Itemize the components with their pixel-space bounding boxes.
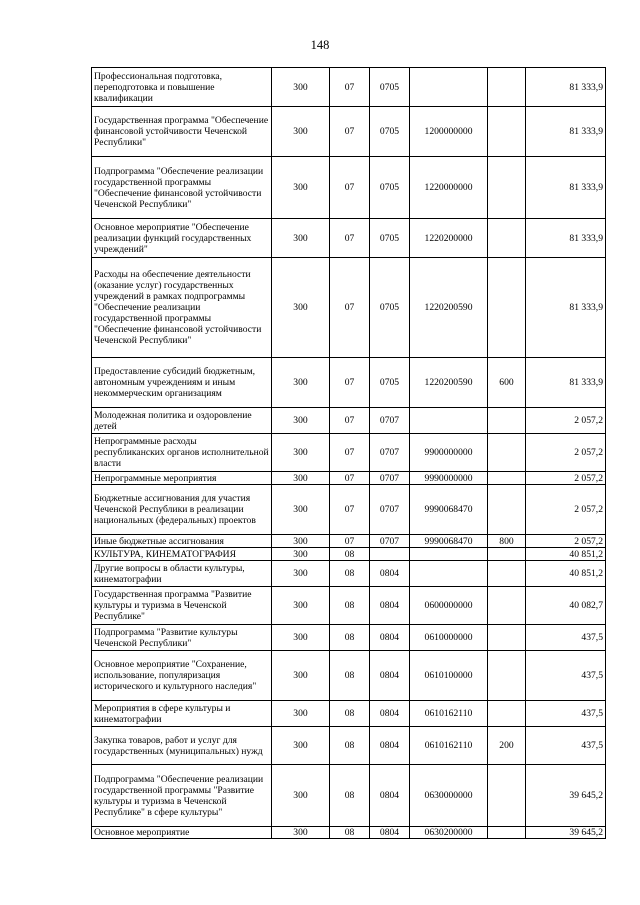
expense-type-cell [488, 219, 526, 258]
subsection-cell: 0707 [370, 472, 410, 485]
target-article-cell: 9900000000 [410, 434, 488, 472]
subsection-cell: 0705 [370, 157, 410, 219]
table-row [92, 548, 606, 561]
page-number: 148 [310, 38, 330, 52]
budget-table [91, 67, 606, 839]
target-article-cell: 1220200590 [410, 358, 488, 408]
target-article-cell: 0610162110 [410, 727, 488, 765]
ministry-code-cell: 300 [272, 408, 330, 434]
ministry-code-cell: 300 [272, 827, 330, 839]
amount-cell: 81 333,9 [526, 68, 606, 107]
amount-cell: 81 333,9 [526, 157, 606, 219]
section-cell: 08 [330, 827, 370, 839]
section-cell: 08 [330, 548, 370, 561]
ministry-code-cell: 300 [272, 107, 330, 157]
subsection-cell: 0707 [370, 434, 410, 472]
row-name-cell: Подпрограмма "Развитие культуры Чеченской Республики" [92, 625, 272, 651]
ministry-code-cell: 300 [272, 219, 330, 258]
section-cell: 07 [330, 219, 370, 258]
row-name-cell: Государственная программа "Обеспечение финансовой устойчивости Чеченской Республики" [92, 107, 272, 157]
ministry-code-cell: 300 [272, 472, 330, 485]
expense-type-cell [488, 258, 526, 358]
expense-type-cell [488, 107, 526, 157]
amount-cell: 81 333,9 [526, 358, 606, 408]
table-row [92, 157, 606, 219]
expense-type-cell [488, 68, 526, 107]
section-cell: 08 [330, 765, 370, 827]
table-row [92, 701, 606, 727]
subsection-cell: 0707 [370, 408, 410, 434]
subsection-cell: 0804 [370, 701, 410, 727]
amount-cell: 437,5 [526, 651, 606, 701]
expense-type-cell [488, 701, 526, 727]
section-cell: 07 [330, 434, 370, 472]
expense-type-cell [488, 408, 526, 434]
target-article-cell: 1200000000 [410, 107, 488, 157]
section-cell: 07 [330, 68, 370, 107]
subsection-cell [370, 548, 410, 561]
amount-cell: 39 645,2 [526, 765, 606, 827]
amount-cell: 437,5 [526, 625, 606, 651]
target-article-cell: 0610100000 [410, 651, 488, 701]
amount-cell: 81 333,9 [526, 219, 606, 258]
subsection-cell: 0705 [370, 358, 410, 408]
ministry-code-cell: 300 [272, 548, 330, 561]
target-article-cell: 0630000000 [410, 765, 488, 827]
target-article-cell: 9990068470 [410, 485, 488, 535]
table-row [92, 827, 606, 839]
budget-table-body [92, 68, 606, 839]
target-article-cell: 9990068470 [410, 535, 488, 548]
row-name-cell: Бюджетные ассигнования для участия Чеченской Республики в реализации национальных (федеральных) проектов [92, 485, 272, 535]
section-cell: 07 [330, 408, 370, 434]
subsection-cell: 0804 [370, 561, 410, 587]
amount-cell: 81 333,9 [526, 107, 606, 157]
ministry-code-cell: 300 [272, 434, 330, 472]
target-article-cell: 0610162110 [410, 701, 488, 727]
table-row [92, 434, 606, 472]
ministry-code-cell: 300 [272, 68, 330, 107]
subsection-cell: 0707 [370, 535, 410, 548]
expense-type-cell [488, 561, 526, 587]
table-row [92, 535, 606, 548]
table-row [92, 561, 606, 587]
table-row [92, 258, 606, 358]
expense-type-cell [488, 827, 526, 839]
expense-type-cell [488, 485, 526, 535]
row-name-cell: Подпрограмма "Обеспечение реализации государственной программы "Развитие культуры и туризма в Чеченской Республике" в сфере культуры" [92, 765, 272, 827]
ministry-code-cell: 300 [272, 157, 330, 219]
table-row [92, 765, 606, 827]
table-row [92, 358, 606, 408]
amount-cell: 81 333,9 [526, 258, 606, 358]
expense-type-cell [488, 548, 526, 561]
subsection-cell: 0804 [370, 651, 410, 701]
row-name-cell: Непрограммные расходы республиканских органов исполнительной власти [92, 434, 272, 472]
section-cell: 08 [330, 587, 370, 625]
expense-type-cell: 600 [488, 358, 526, 408]
ministry-code-cell: 300 [272, 765, 330, 827]
row-name-cell: Предоставление субсидий бюджетным, автономным учреждениям и иным некоммерческим организациям [92, 358, 272, 408]
ministry-code-cell: 300 [272, 587, 330, 625]
subsection-cell: 0804 [370, 625, 410, 651]
row-name-cell: КУЛЬТУРА, КИНЕМАТОГРАФИЯ [92, 548, 272, 561]
table-row [92, 587, 606, 625]
table-row [92, 651, 606, 701]
row-name-cell: Молодежная политика и оздоровление детей [92, 408, 272, 434]
section-cell: 07 [330, 358, 370, 408]
target-article-cell [410, 548, 488, 561]
table-row [92, 219, 606, 258]
expense-type-cell [488, 157, 526, 219]
section-cell: 08 [330, 727, 370, 765]
row-name-cell: Непрограммные мероприятия [92, 472, 272, 485]
subsection-cell: 0705 [370, 107, 410, 157]
row-name-cell: Основное мероприятие "Обеспечение реализации функций государственных учреждений" [92, 219, 272, 258]
subsection-cell: 0804 [370, 587, 410, 625]
section-cell: 08 [330, 651, 370, 701]
row-name-cell: Государственная программа "Развитие культуры и туризма в Чеченской Республике" [92, 587, 272, 625]
target-article-cell: 0600000000 [410, 587, 488, 625]
table-row [92, 408, 606, 434]
target-article-cell: 1220200590 [410, 258, 488, 358]
amount-cell: 437,5 [526, 727, 606, 765]
table-row [92, 107, 606, 157]
row-name-cell: Другие вопросы в области культуры, кинематографии [92, 561, 272, 587]
section-cell: 07 [330, 485, 370, 535]
target-article-cell: 0630200000 [410, 827, 488, 839]
expense-type-cell [488, 434, 526, 472]
ministry-code-cell: 300 [272, 535, 330, 548]
subsection-cell: 0705 [370, 68, 410, 107]
amount-cell: 2 057,2 [526, 434, 606, 472]
target-article-cell: 1220200000 [410, 219, 488, 258]
amount-cell: 2 057,2 [526, 485, 606, 535]
table-row [92, 625, 606, 651]
row-name-cell: Подпрограмма "Обеспечение реализации государственной программы "Обеспечение финансовой устойчивости Чеченской Республики" [92, 157, 272, 219]
amount-cell: 40 082,7 [526, 587, 606, 625]
section-cell: 07 [330, 107, 370, 157]
ministry-code-cell: 300 [272, 258, 330, 358]
ministry-code-cell: 300 [272, 651, 330, 701]
subsection-cell: 0804 [370, 727, 410, 765]
amount-cell: 2 057,2 [526, 472, 606, 485]
table-row [92, 68, 606, 107]
table-row [92, 727, 606, 765]
expense-type-cell [488, 472, 526, 485]
ministry-code-cell: 300 [272, 625, 330, 651]
amount-cell: 40 851,2 [526, 561, 606, 587]
subsection-cell: 0705 [370, 258, 410, 358]
expense-type-cell [488, 765, 526, 827]
ministry-code-cell: 300 [272, 485, 330, 535]
section-cell: 07 [330, 472, 370, 485]
subsection-cell: 0804 [370, 827, 410, 839]
amount-cell: 40 851,2 [526, 548, 606, 561]
row-name-cell: Основное мероприятие "Сохранение, использование, популяризация исторического и культурного наследия" [92, 651, 272, 701]
expense-type-cell [488, 587, 526, 625]
row-name-cell: Иные бюджетные ассигнования [92, 535, 272, 548]
section-cell: 08 [330, 625, 370, 651]
row-name-cell: Мероприятия в сфере культуры и кинематографии [92, 701, 272, 727]
section-cell: 07 [330, 535, 370, 548]
table-row [92, 485, 606, 535]
target-article-cell: 0610000000 [410, 625, 488, 651]
row-name-cell: Расходы на обеспечение деятельности (оказание услуг) государственных учреждений в рамках подпрограммы "Обеспечение реализации государственной программы "Обеспечение финансовой устойчивости Чеченской Республики" [92, 258, 272, 358]
ministry-code-cell: 300 [272, 727, 330, 765]
row-name-cell: Закупка товаров, работ и услуг для государственных (муниципальных) нужд [92, 727, 272, 765]
row-name-cell: Основное мероприятие [92, 827, 272, 839]
section-cell: 08 [330, 561, 370, 587]
amount-cell: 2 057,2 [526, 535, 606, 548]
section-cell: 08 [330, 701, 370, 727]
target-article-cell [410, 561, 488, 587]
section-cell: 07 [330, 258, 370, 358]
ministry-code-cell: 300 [272, 561, 330, 587]
subsection-cell: 0804 [370, 765, 410, 827]
amount-cell: 39 645,2 [526, 827, 606, 839]
ministry-code-cell: 300 [272, 701, 330, 727]
section-cell: 07 [330, 157, 370, 219]
ministry-code-cell: 300 [272, 358, 330, 408]
expense-type-cell [488, 625, 526, 651]
amount-cell: 437,5 [526, 701, 606, 727]
table-row [92, 472, 606, 485]
target-article-cell [410, 408, 488, 434]
expense-type-cell [488, 651, 526, 701]
expense-type-cell: 200 [488, 727, 526, 765]
subsection-cell: 0707 [370, 485, 410, 535]
target-article-cell: 1220000000 [410, 157, 488, 219]
target-article-cell [410, 68, 488, 107]
target-article-cell: 9990000000 [410, 472, 488, 485]
subsection-cell: 0705 [370, 219, 410, 258]
row-name-cell: Профессиональная подготовка, переподготовка и повышение квалификации [92, 68, 272, 107]
expense-type-cell: 800 [488, 535, 526, 548]
amount-cell: 2 057,2 [526, 408, 606, 434]
